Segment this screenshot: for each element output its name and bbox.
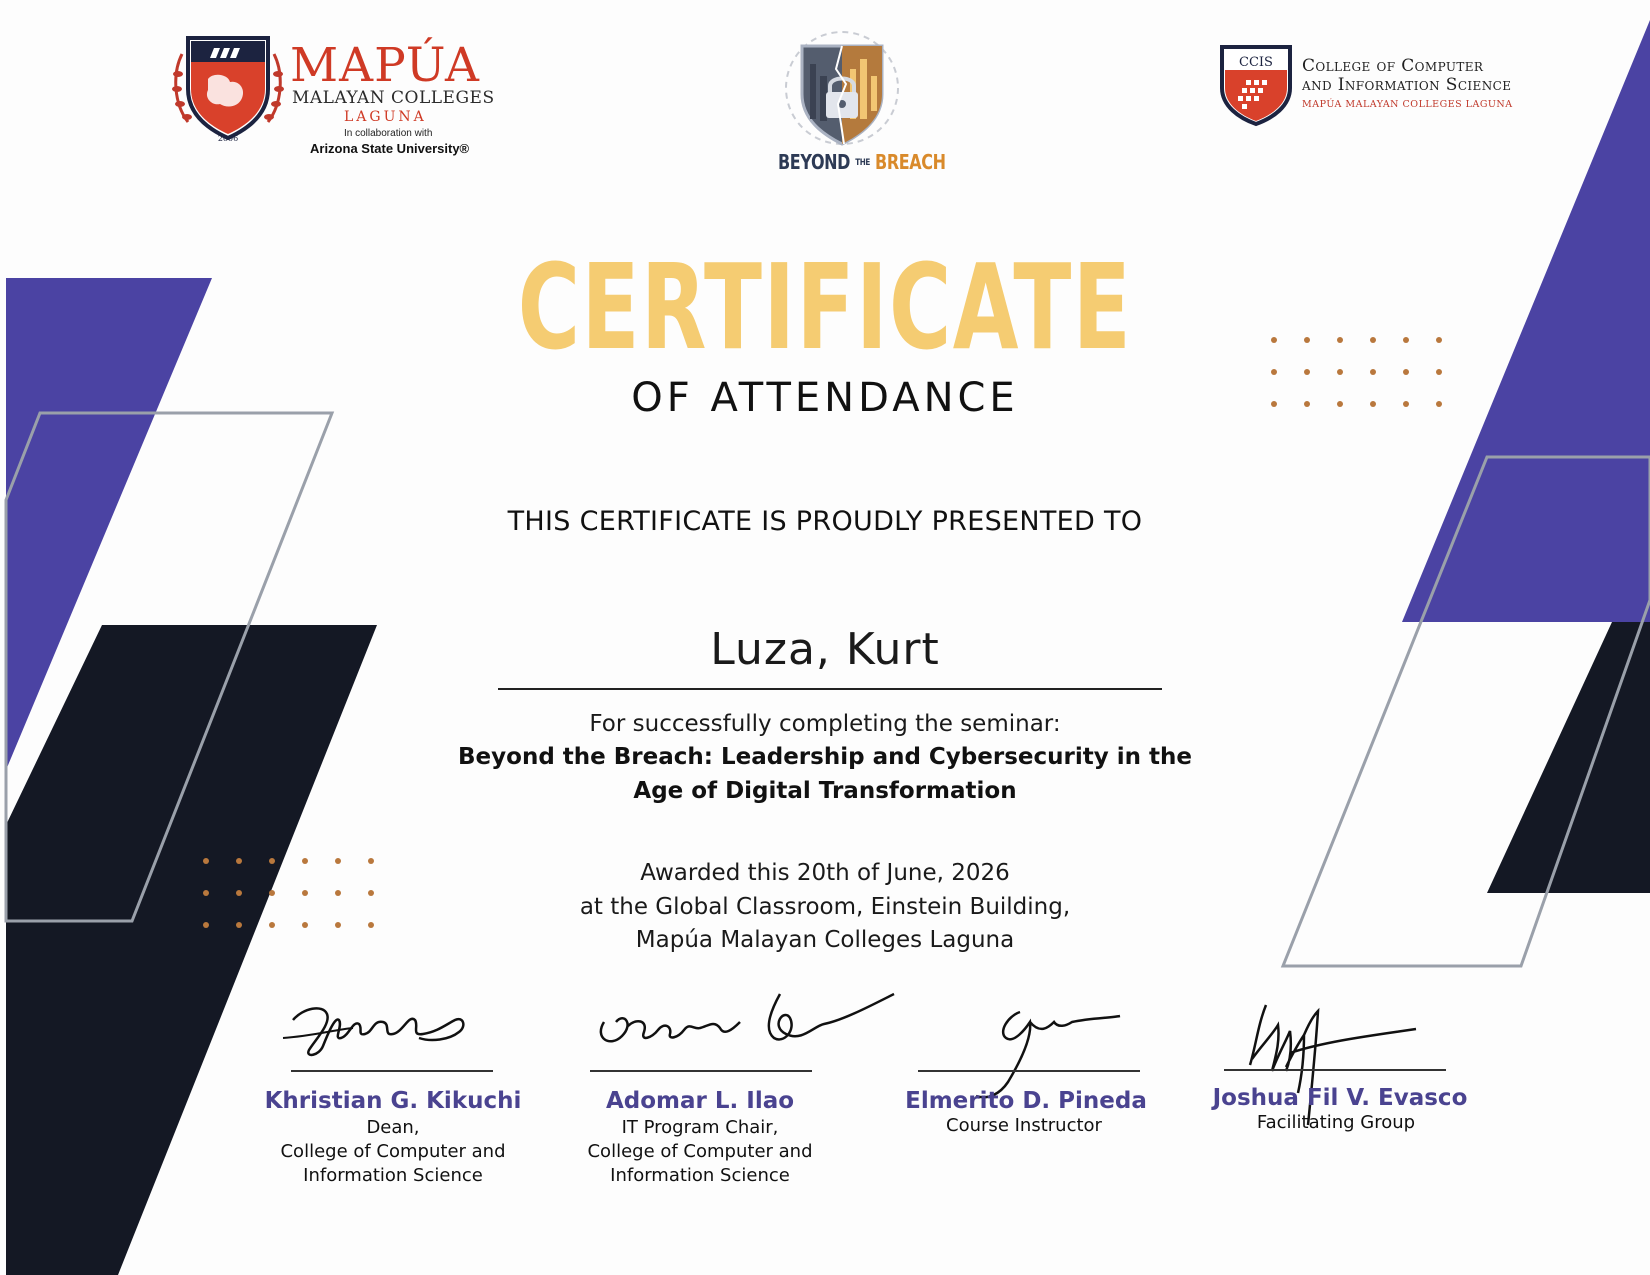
mapua-collab: In collaboration with: [344, 128, 433, 139]
decor-dot: [269, 922, 275, 928]
signatory-role-line2: College of Computer and: [280, 1141, 506, 1162]
mapua-name: MAPÚA: [290, 38, 480, 93]
ccis-line3: MAPÚA MALAYAN COLLEGES LAGUNA: [1302, 99, 1513, 110]
decor-dot: [1337, 369, 1343, 375]
seminar-title-line1: Beyond the Breach: Leadership and Cybersecurity in the: [458, 744, 1192, 770]
signatory-role-line3: Information Science: [610, 1165, 790, 1186]
mapua-year: 2006: [217, 134, 239, 143]
beyond-the-breach-logo: [752, 24, 946, 184]
signature-line: [1224, 1069, 1446, 1071]
decor-dot: [1436, 369, 1442, 375]
signatory-name: Khristian G. Kikuchi: [264, 1088, 522, 1114]
signatory-role-line2: College of Computer and: [587, 1141, 813, 1162]
btb-word-the: THE: [855, 158, 870, 168]
ccis-logo: [1218, 44, 1558, 129]
signature-line: [918, 1070, 1140, 1072]
decor-dot: [1403, 369, 1409, 375]
decor-dot: [1271, 369, 1277, 375]
signatory-name: Adomar L. Ilao: [605, 1088, 795, 1114]
recipient-underline: [498, 688, 1162, 690]
btb-word-breach: BREACH: [875, 150, 946, 174]
decor-dot: [302, 922, 308, 928]
signatory-name: Elmerito D. Pineda: [905, 1088, 1147, 1114]
ccis-line1: College of Computer: [1302, 56, 1484, 76]
decor-dot: [203, 922, 209, 928]
certificate-subtitle: OF ATTENDANCE: [631, 375, 1019, 421]
recipient-name: Luza, Kurt: [710, 624, 940, 675]
award-date: Awarded this 20th of June, 2026: [640, 860, 1010, 886]
signatory-role-line1: Facilitating Group: [1256, 1112, 1416, 1133]
signatory-evasco: [1186, 985, 1486, 1145]
signatory-role-line1: IT Program Chair,: [621, 1117, 779, 1138]
award-venue: at the Global Classroom, Einstein Building,: [579, 894, 1071, 920]
signatory-kikuchi: [223, 990, 523, 1190]
completion-text: For successfully completing the seminar:: [589, 711, 1061, 737]
mapua-line2: LAGUNA: [344, 109, 427, 125]
decor-dot: [1370, 369, 1376, 375]
certificate-title: CERTIFICATE: [517, 238, 1133, 376]
award-school: Mapúa Malayan Colleges Laguna: [635, 927, 1015, 953]
mapua-shield-icon: [168, 34, 288, 144]
signatory-role-line1: Dean,: [366, 1117, 420, 1138]
decor-dot: [368, 922, 374, 928]
seminar-title-line2: Age of Digital Transformation: [633, 778, 1017, 804]
ccis-line2: and Information Science: [1302, 75, 1512, 95]
ccis-badge-text: CCIS: [1239, 55, 1273, 70]
presented-to-text: THIS CERTIFICATE IS PROUDLY PRESENTED TO: [507, 506, 1143, 537]
signature-pineda: [880, 992, 1180, 1102]
signatory-role-line3: Information Science: [303, 1165, 483, 1186]
decor-dot: [1304, 369, 1310, 375]
decor-dot: [1436, 337, 1442, 343]
decor-dot: [236, 922, 242, 928]
signature-ilao: [544, 982, 904, 1062]
signatory-role-line1: Course Instructor: [946, 1115, 1102, 1136]
beyond-the-breach-wordmark: [778, 150, 946, 174]
mapua-partner: Arizona State University®: [310, 141, 470, 156]
mapua-logo: [168, 30, 498, 160]
signature-line: [590, 1070, 812, 1072]
signature-line: [291, 1070, 493, 1072]
mapua-line1: MALAYAN COLLEGES: [292, 88, 495, 108]
signatory-ilao: [550, 990, 850, 1190]
decor-dot: [335, 922, 341, 928]
btb-word-beyond: BEYOND: [778, 150, 851, 174]
ccis-shield-icon: [1218, 44, 1294, 128]
signatory-pineda: [880, 990, 1180, 1150]
cyber-shield-lock-icon: [752, 24, 932, 152]
signatory-name: Joshua Fil V. Evasco: [1212, 1085, 1468, 1111]
signature-kikuchi: [223, 990, 523, 1070]
